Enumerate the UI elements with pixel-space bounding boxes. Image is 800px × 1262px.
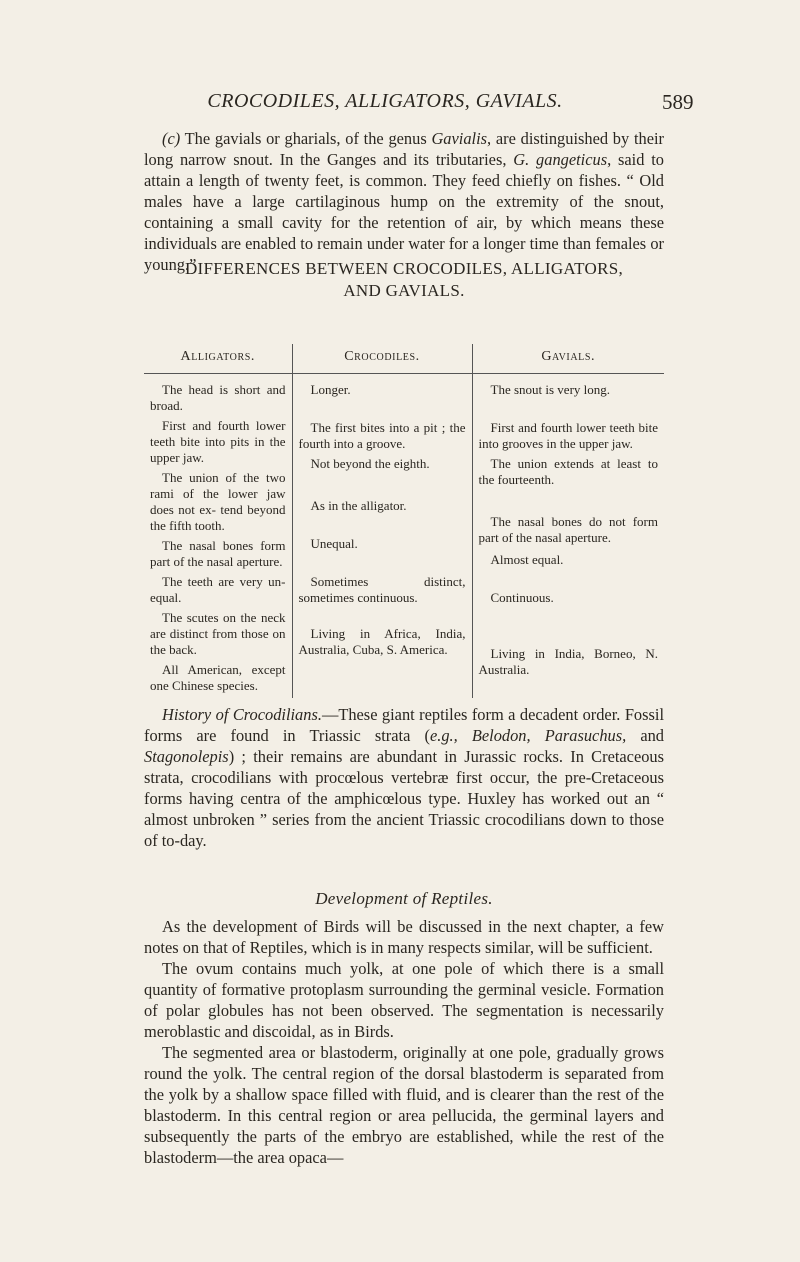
header-gavials: Gavials. [472, 344, 664, 374]
development-section [144, 916, 664, 1168]
history-genera: e.g., Belodon, Parasuchus, [429, 726, 627, 745]
history-text-1: —These giant reptiles form a decadent order. Fossil forms are found in Triassic strata ( [144, 705, 664, 745]
alligators-item: All American, except one Chinese species. [150, 662, 286, 693]
crocodiles-item: Living in Africa, India, Australia, Cuba, S. America. [298, 626, 466, 657]
intro-text-3: , said to attain a length of twenty feet, is common. They feed chiefly on fishes. “ Old males have a large cartilaginous hump on the extremity of the snout, containing a small cavity for the retention of air, by which means these individuals are enabled to remain under water for a longer time than females or young.” [144, 150, 665, 274]
alligators-item: First and fourth lower teeth bite into pits in the upper jaw. [150, 418, 286, 465]
header-alligators: Alligators. [144, 344, 292, 374]
history-paragraph [144, 704, 664, 851]
alligators-item: The union of the two rami of the lower jaw does not ex- tend beyond the fifth tooth. [150, 470, 286, 533]
alligators-item: The head is short and broad. [150, 382, 286, 413]
alligators-item: The teeth are very un- equal. [150, 574, 286, 605]
crocodiles-column [292, 374, 472, 699]
alligators-column [144, 374, 292, 699]
development-paragraph: As the development of Birds will be discussed in the next chapter, a few notes on that of Reptiles, which is in many respects similar, will be sufficient. [144, 917, 664, 957]
table-header-row [144, 344, 664, 374]
gavials-item: The snout is very long. [490, 382, 611, 397]
section-title [144, 258, 664, 302]
header-crocodiles: Crocodiles. [292, 344, 472, 374]
history-stagonolepis: Stagonolepis [144, 747, 229, 766]
gavials-item: First and fourth lower teeth bite into grooves in the upper jaw. [478, 420, 658, 451]
gavials-column [472, 374, 664, 699]
crocodiles-item: Longer. [310, 382, 351, 397]
section-title-line1: DIFFERENCES BETWEEN CROCODILES, ALLIGATORS, [184, 259, 624, 278]
intro-text-2: , are distinguished by their long narrow snout. In the Ganges and its tributaries, [144, 129, 664, 169]
development-heading: Development of Reptiles. [315, 889, 493, 908]
crocodiles-item: Unequal. [310, 536, 358, 551]
development-paragraph: The ovum contains much yolk, at one pole of which there is a small quantity of formative protoplasm surrounding the germinal vesicle. Formation of polar globules has not been observed. The segmentation is necessarily meroblastic and discoidal, as in Birds. [144, 959, 664, 1041]
gavials-item: The nasal bones do not form part of the nasal aperture. [478, 514, 658, 545]
table-body-row [144, 374, 664, 699]
intro-species: G. gangeticus [513, 150, 608, 169]
gavials-item: Continuous. [490, 590, 554, 605]
development-paragraph: The segmented area or blastoderm, originally at one pole, gradually grows round the yolk. The central region of the dorsal blastoderm is separated from the yolk by a shallow space filled with fluid, and is clearer than the rest of the blastoderm. In this central region or area pellucida, the germinal layers and subsequently the parts of the embryo are established, while the rest of the blastoderm—the area opaca— [144, 1043, 664, 1167]
crocodiles-item: As in the alligator. [310, 498, 407, 513]
history-heading: History of Crocodilians. [162, 705, 322, 724]
gavials-item: The union extends at least to the fourteenth. [478, 456, 658, 487]
differences-table [144, 344, 664, 698]
crocodiles-item: Sometimes distinct, sometimes continuous. [298, 574, 466, 605]
crocodiles-item: The first bites into a pit ; the fourth into a groove. [298, 420, 466, 451]
alligators-item: The nasal bones form part of the nasal aperture. [150, 538, 286, 569]
crocodiles-item: Not beyond the eighth. [310, 456, 430, 471]
page-number: 589 [662, 90, 694, 114]
alligators-item: The scutes on the neck are distinct from those on the back. [150, 610, 286, 657]
gavials-item: Almost equal. [490, 552, 564, 567]
gavials-item: Living in India, Borneo, N. Australia. [478, 646, 658, 677]
intro-genus: Gavialis [431, 129, 487, 148]
intro-paragraph [144, 128, 664, 275]
history-text-2: and [626, 726, 664, 745]
section-title-line2: AND GAVIALS. [343, 281, 465, 300]
running-title: CROCODILES, ALLIGATORS, GAVIALS. [207, 90, 563, 112]
history-text-3: ) ; their remains are abundant in Jurassic rocks. In Cretaceous strata, crocodilians with procœlous vertebræ first occur, the pre-Cretaceous forms having centra of the amphicœlous type. Huxley has worked out an “ almost unbroken ” series from the ancient Triassic crocodilians down to those of to-day. [144, 747, 664, 850]
intro-text-1: The gavials or gharials, of the genus [180, 129, 432, 148]
intro-label: (c) [162, 129, 181, 148]
